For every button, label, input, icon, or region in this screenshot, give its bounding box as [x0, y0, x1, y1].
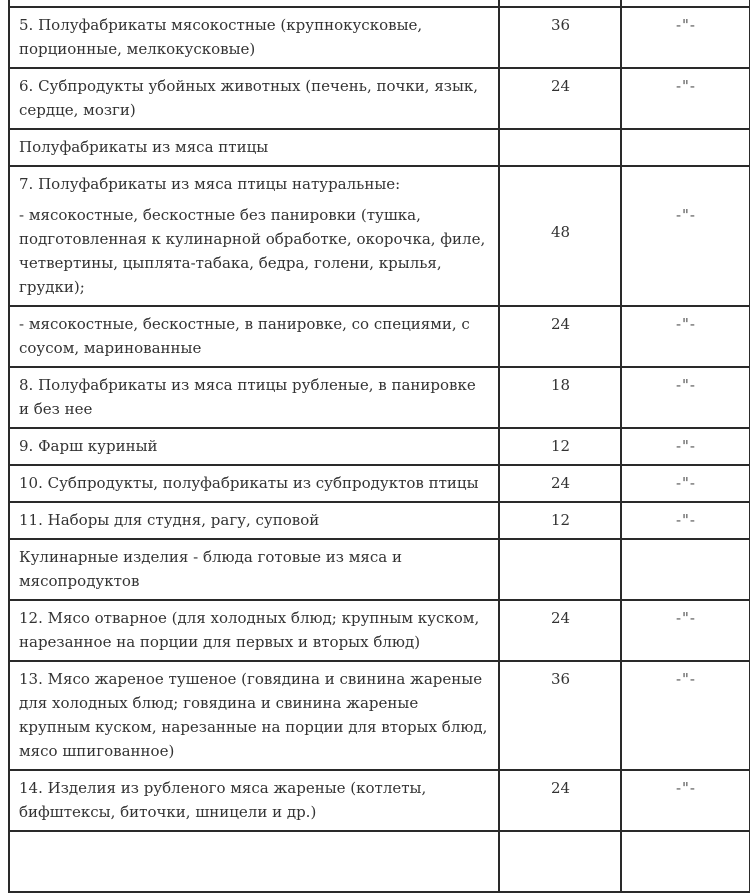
cell-conditions: -"- — [621, 770, 750, 831]
table-row — [9, 428, 750, 465]
cell-name — [9, 0, 499, 7]
cell-conditions — [621, 539, 750, 600]
cell-name: 5. Полуфабрикаты мясокостные (крупнокусковые, порционные, мелкокусковые) — [9, 7, 499, 68]
cell-name — [9, 166, 499, 306]
item-heading: 7. Полуфабрикаты из мяса птицы натуральные: — [19, 175, 401, 193]
cell-hours — [499, 539, 621, 600]
conditions-value: -"- — [675, 206, 697, 224]
table-row — [9, 7, 750, 68]
table-row — [9, 502, 750, 539]
cell-name: 10. Субпродукты, полуфабрикаты из субпродуктов птицы — [9, 465, 499, 502]
table-row — [9, 306, 750, 367]
cell-conditions — [621, 129, 750, 166]
item-subtext: - мясокостные, бескостные без панировки (тушка, подготовленная к кулинарной обработке, окорочка, филе, четвертины, цыплята-табака, бедра, голени, крылья, грудки); — [19, 206, 486, 296]
section-row — [9, 539, 750, 600]
cell-name: 8. Полуфабрикаты из мяса птицы рубленые, в панировке и без нее — [9, 367, 499, 428]
table-row — [9, 0, 750, 7]
cell-name: 14. Изделия из рубленого мяса жареные (котлеты, бифштексы, биточки, шницели и др.) — [9, 770, 499, 831]
cell-hours: 12 — [499, 428, 621, 465]
cell-hours: 36 — [499, 661, 621, 770]
table-row — [9, 166, 750, 306]
cell-name: 13. Мясо жареное тушеное (говядина и свинина жареные для холодных блюд; говядина и свинина жареные крупным куском, нарезанные на порции для вторых блюд, мясо шпигованное) — [9, 661, 499, 770]
section-title: Полуфабрикаты из мяса птицы — [9, 129, 499, 166]
cell-conditions: -"- — [621, 428, 750, 465]
cell-name: 9. Фарш куриный — [9, 428, 499, 465]
table-row — [9, 68, 750, 129]
cell-hours — [499, 129, 621, 166]
cell-hours: 24 — [499, 465, 621, 502]
table-row — [9, 367, 750, 428]
cell-conditions: -"- — [621, 68, 750, 129]
table-row — [9, 661, 750, 770]
cell-name — [9, 831, 499, 892]
cell-hours: 24 — [499, 68, 621, 129]
table-row — [9, 831, 750, 892]
cell-conditions: -"- — [621, 367, 750, 428]
cell-conditions: -"- — [621, 465, 750, 502]
cell-conditions: -"- — [621, 306, 750, 367]
cell-conditions — [621, 831, 750, 892]
section-title: Кулинарные изделия - блюда готовые из мяса и мясопродуктов — [9, 539, 499, 600]
table-row — [9, 770, 750, 831]
storage-norms-table — [8, 0, 750, 893]
cell-conditions: -"- — [621, 502, 750, 539]
cell-hours: 12 — [499, 502, 621, 539]
cell-hours — [499, 0, 621, 7]
cell-conditions: -"- — [621, 661, 750, 770]
cell-hours: 24 — [499, 306, 621, 367]
cell-name: 12. Мясо отварное (для холодных блюд; крупным куском, нарезанное на порции для первых и вторых блюд) — [9, 600, 499, 661]
cell-hours — [499, 166, 621, 306]
cell-name: 6. Субпродукты убойных животных (печень, почки, язык, сердце, мозги) — [9, 68, 499, 129]
section-row — [9, 129, 750, 166]
cell-name: - мясокостные, бескостные, в панировке, со специями, с соусом, маринованные — [9, 306, 499, 367]
cell-conditions: -"- — [621, 7, 750, 68]
cell-hours: 18 — [499, 367, 621, 428]
table-row — [9, 465, 750, 502]
cell-hours: 36 — [499, 7, 621, 68]
cell-conditions — [621, 166, 750, 306]
cell-conditions — [621, 0, 750, 7]
cell-hours: 24 — [499, 600, 621, 661]
cell-hours: 24 — [499, 770, 621, 831]
cell-conditions: -"- — [621, 600, 750, 661]
cell-hours — [499, 831, 621, 892]
hours-value: 48 — [550, 223, 571, 241]
cell-name: 11. Наборы для студня, рагу, суповой — [9, 502, 499, 539]
table-row — [9, 600, 750, 661]
